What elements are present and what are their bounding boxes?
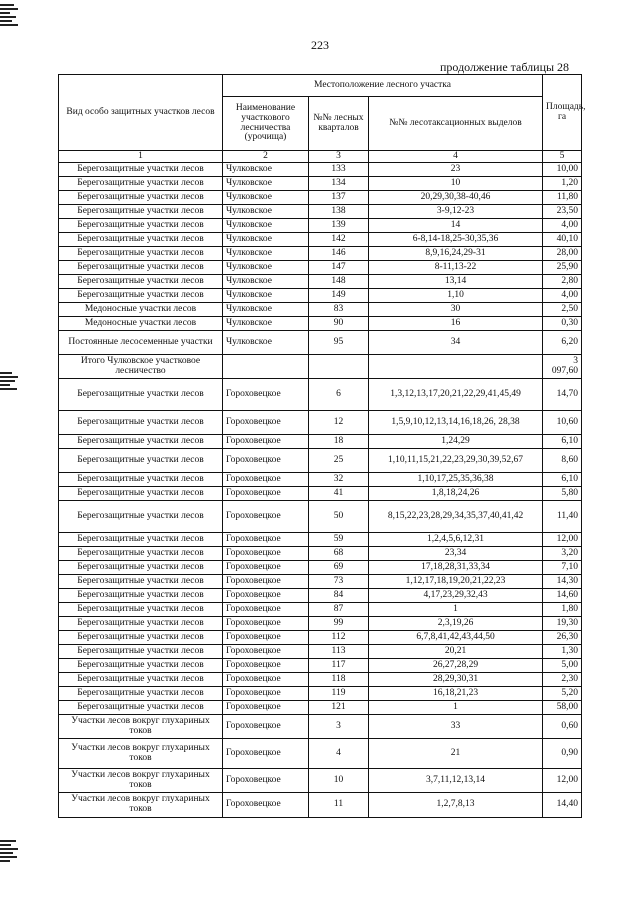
cell-forestry: Чулковское [223, 275, 309, 289]
cell-forestry: Чулковское [223, 205, 309, 219]
cell-quarter: 32 [309, 473, 369, 487]
cell-forestry: Гороховецкое [223, 379, 309, 411]
cell-quarter: 139 [309, 219, 369, 233]
cell-area-type: Берегозащитные участки лесов [59, 701, 223, 715]
cell-plots: 1,2,7,8,13 [369, 793, 543, 818]
cell-area: 28,00 [543, 247, 582, 261]
cell-plots: 23 [369, 163, 543, 177]
table-row [59, 261, 582, 275]
cell-area-type: Берегозащитные участки лесов [59, 435, 223, 449]
cell-area: 0,90 [543, 739, 582, 769]
cell-forestry: Гороховецкое [223, 547, 309, 561]
cell-plots: 6-8,14-18,25-30,35,36 [369, 233, 543, 247]
cell-area-type: Берегозащитные участки лесов [59, 603, 223, 617]
cell-area: 3 097,60 [543, 355, 582, 379]
table-row [59, 769, 582, 793]
cell-area: 4,00 [543, 289, 582, 303]
table-row [59, 177, 582, 191]
cell-area-type: Участки лесов вокруг глухариных токов [59, 739, 223, 769]
cell-area-type: Берегозащитные участки лесов [59, 617, 223, 631]
cell-quarter: 41 [309, 487, 369, 501]
cell-plots: 20,29,30,38-40,46 [369, 191, 543, 205]
cell-quarter: 99 [309, 617, 369, 631]
cell-area: 7,10 [543, 561, 582, 575]
header-plots: №№ лесотаксационных выделов [369, 97, 543, 151]
cell-plots: 16 [369, 317, 543, 331]
table-row [59, 603, 582, 617]
table-row [59, 487, 582, 501]
table-row [59, 715, 582, 739]
cell-area-type: Берегозащитные участки лесов [59, 411, 223, 435]
cell-plots: 1,10,17,25,35,36,38 [369, 473, 543, 487]
table-row [59, 687, 582, 701]
cell-area: 19,30 [543, 617, 582, 631]
cell-plots: 13,14 [369, 275, 543, 289]
cell-plots: 1,24,29 [369, 435, 543, 449]
cell-plots: 6,7,8,41,42,43,44,50 [369, 631, 543, 645]
cell-plots: 1,12,17,18,19,20,21,22,23 [369, 575, 543, 589]
header-location-group: Местоположение лесного участка [223, 75, 543, 97]
cell-quarter: 10 [309, 769, 369, 793]
cell-area: 25,90 [543, 261, 582, 275]
cell-quarter: 112 [309, 631, 369, 645]
cell-forestry: Гороховецкое [223, 673, 309, 687]
cell-quarter: 73 [309, 575, 369, 589]
table-continuation-label: продолжение таблицы 28 [440, 60, 570, 74]
header-quarters: №№ лесных кварталов [309, 97, 369, 151]
cell-area: 58,00 [543, 701, 582, 715]
cell-area-type: Берегозащитные участки лесов [59, 163, 223, 177]
cell-quarter: 146 [309, 247, 369, 261]
cell-area-type: Берегозащитные участки лесов [59, 645, 223, 659]
cell-area: 8,60 [543, 449, 582, 473]
cell-quarter: 18 [309, 435, 369, 449]
table-row [59, 501, 582, 533]
cell-quarter: 117 [309, 659, 369, 673]
cell-area-type: Участки лесов вокруг глухариных токов [59, 715, 223, 739]
cell-plots: 26,27,28,29 [369, 659, 543, 673]
cell-quarter: 87 [309, 603, 369, 617]
cell-plots: 23,34 [369, 547, 543, 561]
cell-quarter: 84 [309, 589, 369, 603]
cell-quarter: 11 [309, 793, 369, 818]
cell-area-type: Берегозащитные участки лесов [59, 379, 223, 411]
cell-quarter: 119 [309, 687, 369, 701]
cell-area: 12,00 [543, 533, 582, 547]
cell-plots: 30 [369, 303, 543, 317]
cell-quarter: 83 [309, 303, 369, 317]
cell-area-type: Берегозащитные участки лесов [59, 673, 223, 687]
cell-area: 2,50 [543, 303, 582, 317]
table-row [59, 233, 582, 247]
table-row [59, 645, 582, 659]
cell-quarter: 147 [309, 261, 369, 275]
cell-area: 23,50 [543, 205, 582, 219]
table-row [59, 631, 582, 645]
cell-area-type: Берегозащитные участки лесов [59, 219, 223, 233]
cell-area: 14,40 [543, 793, 582, 818]
cell-plots: 3-9,12-23 [369, 205, 543, 219]
cell-area-type: Берегозащитные участки лесов [59, 487, 223, 501]
table-row [59, 247, 582, 261]
cell-forestry: Чулковское [223, 191, 309, 205]
table-row [59, 575, 582, 589]
table-row [59, 289, 582, 303]
cell-forestry: Гороховецкое [223, 739, 309, 769]
cell-plots: 34 [369, 331, 543, 355]
cell-quarter: 148 [309, 275, 369, 289]
cell-area: 12,00 [543, 769, 582, 793]
cell-area: 2,30 [543, 673, 582, 687]
table-row [59, 163, 582, 177]
cell-quarter: 113 [309, 645, 369, 659]
cell-plots: 16,18,21,23 [369, 687, 543, 701]
cell-forestry: Гороховецкое [223, 589, 309, 603]
cell-area: 0,60 [543, 715, 582, 739]
cell-plots: 1 [369, 603, 543, 617]
cell-plots: 17,18,28,31,33,34 [369, 561, 543, 575]
table-row [59, 793, 582, 818]
cell-area-type: Медоносные участки лесов [59, 303, 223, 317]
header-forestry-name: Наименование участкового лесничества (урочища) [223, 97, 309, 151]
cell-quarter: 90 [309, 317, 369, 331]
cell-plots: 10 [369, 177, 543, 191]
cell-area-type: Берегозащитные участки лесов [59, 575, 223, 589]
cell-area-type: Берегозащитные участки лесов [59, 473, 223, 487]
cell-area-type: Берегозащитные участки лесов [59, 233, 223, 247]
column-number: 1 [59, 151, 223, 163]
cell-area-type: Берегозащитные участки лесов [59, 561, 223, 575]
cell-area: 1,20 [543, 177, 582, 191]
table-row [59, 533, 582, 547]
cell-quarter: 50 [309, 501, 369, 533]
cell-area-type: Итого Чулковское участковое лесничество [59, 355, 223, 379]
cell-area-type: Берегозащитные участки лесов [59, 289, 223, 303]
cell-plots: 2,3,19,26 [369, 617, 543, 631]
cell-forestry: Гороховецкое [223, 769, 309, 793]
table-row [59, 673, 582, 687]
cell-plots: 14 [369, 219, 543, 233]
cell-forestry: Гороховецкое [223, 645, 309, 659]
table-row [59, 435, 582, 449]
cell-area: 26,30 [543, 631, 582, 645]
table-row [59, 659, 582, 673]
cell-forestry: Гороховецкое [223, 603, 309, 617]
cell-area: 1,30 [543, 645, 582, 659]
table-row [59, 617, 582, 631]
cell-area-type: Берегозащитные участки лесов [59, 247, 223, 261]
table-row [59, 379, 582, 411]
cell-area-type: Участки лесов вокруг глухариных токов [59, 769, 223, 793]
cell-quarter: 6 [309, 379, 369, 411]
cell-area: 14,60 [543, 589, 582, 603]
cell-area: 6,10 [543, 473, 582, 487]
cell-area-type: Берегозащитные участки лесов [59, 205, 223, 219]
cell-forestry: Гороховецкое [223, 793, 309, 818]
cell-area: 1,80 [543, 603, 582, 617]
cell-forestry: Гороховецкое [223, 575, 309, 589]
table-row [59, 219, 582, 233]
cell-area-type: Берегозащитные участки лесов [59, 449, 223, 473]
cell-area-type: Берегозащитные участки лесов [59, 589, 223, 603]
cell-quarter: 25 [309, 449, 369, 473]
cell-area: 11,40 [543, 501, 582, 533]
column-number: 3 [309, 151, 369, 163]
cell-forestry: Гороховецкое [223, 659, 309, 673]
header-area-type: Вид особо защитных участков лесов [59, 75, 223, 151]
cell-area: 3,20 [543, 547, 582, 561]
cell-plots: 33 [369, 715, 543, 739]
cell-plots: 20,21 [369, 645, 543, 659]
table-row [59, 739, 582, 769]
cell-area-type: Медоносные участки лесов [59, 317, 223, 331]
cell-area: 6,20 [543, 331, 582, 355]
cell-forestry: Чулковское [223, 163, 309, 177]
cell-area: 10,00 [543, 163, 582, 177]
cell-forestry: Гороховецкое [223, 473, 309, 487]
table-row [59, 449, 582, 473]
table-row [59, 411, 582, 435]
cell-quarter: 4 [309, 739, 369, 769]
scan-edge-top [0, 4, 20, 28]
cell-quarter: 142 [309, 233, 369, 247]
cell-plots: 28,29,30,31 [369, 673, 543, 687]
cell-forestry: Гороховецкое [223, 487, 309, 501]
cell-forestry: Гороховецкое [223, 501, 309, 533]
cell-forestry: Чулковское [223, 177, 309, 191]
cell-area-type: Берегозащитные участки лесов [59, 659, 223, 673]
cell-quarter: 95 [309, 331, 369, 355]
cell-plots: 8-11,13-22 [369, 261, 543, 275]
cell-forestry: Гороховецкое [223, 411, 309, 435]
cell-quarter [309, 355, 369, 379]
cell-forestry: Чулковское [223, 289, 309, 303]
cell-area: 10,60 [543, 411, 582, 435]
table-row [59, 275, 582, 289]
cell-area-type: Берегозащитные участки лесов [59, 177, 223, 191]
column-number: 2 [223, 151, 309, 163]
table-row [59, 547, 582, 561]
table-row [59, 589, 582, 603]
cell-area: 0,30 [543, 317, 582, 331]
page-number: 223 [311, 38, 329, 52]
cell-plots: 1,2,4,5,6,12,31 [369, 533, 543, 547]
cell-plots [369, 355, 543, 379]
cell-plots: 8,15,22,23,28,29,34,35,37,40,41,42 [369, 501, 543, 533]
cell-area-type: Берегозащитные участки лесов [59, 547, 223, 561]
cell-forestry: Чулковское [223, 233, 309, 247]
cell-quarter: 59 [309, 533, 369, 547]
table-row [59, 191, 582, 205]
column-number: 5 [543, 151, 582, 163]
cell-area-type: Берегозащитные участки лесов [59, 631, 223, 645]
cell-area: 14,70 [543, 379, 582, 411]
table-row [59, 561, 582, 575]
cell-forestry: Чулковское [223, 317, 309, 331]
cell-quarter: 3 [309, 715, 369, 739]
cell-forestry: Гороховецкое [223, 715, 309, 739]
cell-forestry: Гороховецкое [223, 687, 309, 701]
cell-area: 5,20 [543, 687, 582, 701]
cell-forestry: Чулковское [223, 219, 309, 233]
cell-forestry: Гороховецкое [223, 617, 309, 631]
table-row [59, 205, 582, 219]
cell-forestry: Гороховецкое [223, 701, 309, 715]
cell-forestry: Чулковское [223, 261, 309, 275]
cell-quarter: 149 [309, 289, 369, 303]
cell-forestry: Гороховецкое [223, 533, 309, 547]
table-row [59, 701, 582, 715]
cell-area: 4,00 [543, 219, 582, 233]
cell-area: 14,30 [543, 575, 582, 589]
cell-plots: 1,3,12,13,17,20,21,22,29,41,45,49 [369, 379, 543, 411]
cell-area-type: Берегозащитные участки лесов [59, 275, 223, 289]
cell-quarter: 134 [309, 177, 369, 191]
cell-plots: 4,17,23,29,32,43 [369, 589, 543, 603]
cell-area: 11,80 [543, 191, 582, 205]
table-row [59, 473, 582, 487]
cell-forestry [223, 355, 309, 379]
cell-quarter: 118 [309, 673, 369, 687]
cell-area: 5,00 [543, 659, 582, 673]
cell-area: 2,80 [543, 275, 582, 289]
cell-forestry: Чулковское [223, 247, 309, 261]
cell-plots: 1,5,9,10,12,13,14,16,18,26, 28,38 [369, 411, 543, 435]
table-body [59, 163, 582, 818]
cell-quarter: 138 [309, 205, 369, 219]
cell-area-type: Берегозащитные участки лесов [59, 191, 223, 205]
cell-area-type: Берегозащитные участки лесов [59, 533, 223, 547]
column-number-row [59, 151, 582, 163]
scan-edge-bottom [0, 840, 20, 864]
cell-forestry: Гороховецкое [223, 435, 309, 449]
cell-area-type: Берегозащитные участки лесов [59, 687, 223, 701]
cell-plots: 1,10,11,15,21,22,23,29,30,39,52,67 [369, 449, 543, 473]
cell-forestry: Гороховецкое [223, 449, 309, 473]
cell-quarter: 12 [309, 411, 369, 435]
cell-quarter: 121 [309, 701, 369, 715]
table-row [59, 331, 582, 355]
cell-plots: 3,7,11,12,13,14 [369, 769, 543, 793]
cell-forestry: Чулковское [223, 303, 309, 317]
table-row [59, 317, 582, 331]
cell-area-type: Постоянные лесосеменные участки [59, 331, 223, 355]
cell-plots: 21 [369, 739, 543, 769]
cell-area: 6,10 [543, 435, 582, 449]
cell-plots: 1,10 [369, 289, 543, 303]
forest-areas-table [58, 74, 586, 818]
cell-forestry: Гороховецкое [223, 561, 309, 575]
cell-forestry: Гороховецкое [223, 631, 309, 645]
cell-area: 5,80 [543, 487, 582, 501]
scan-edge-middle [0, 372, 20, 392]
cell-area-type: Берегозащитные участки лесов [59, 261, 223, 275]
table-row [59, 355, 582, 379]
column-number: 4 [369, 151, 543, 163]
cell-quarter: 133 [309, 163, 369, 177]
cell-forestry: Чулковское [223, 331, 309, 355]
cell-quarter: 69 [309, 561, 369, 575]
cell-quarter: 137 [309, 191, 369, 205]
cell-area: 40,10 [543, 233, 582, 247]
cell-plots: 1,8,18,24,26 [369, 487, 543, 501]
cell-area-type: Берегозащитные участки лесов [59, 501, 223, 533]
cell-area-type: Участки лесов вокруг глухариных токов [59, 793, 223, 818]
header-area: Площадь, га [543, 75, 582, 151]
cell-quarter: 68 [309, 547, 369, 561]
cell-plots: 1 [369, 701, 543, 715]
table-row [59, 303, 582, 317]
cell-plots: 8,9,16,24,29-31 [369, 247, 543, 261]
